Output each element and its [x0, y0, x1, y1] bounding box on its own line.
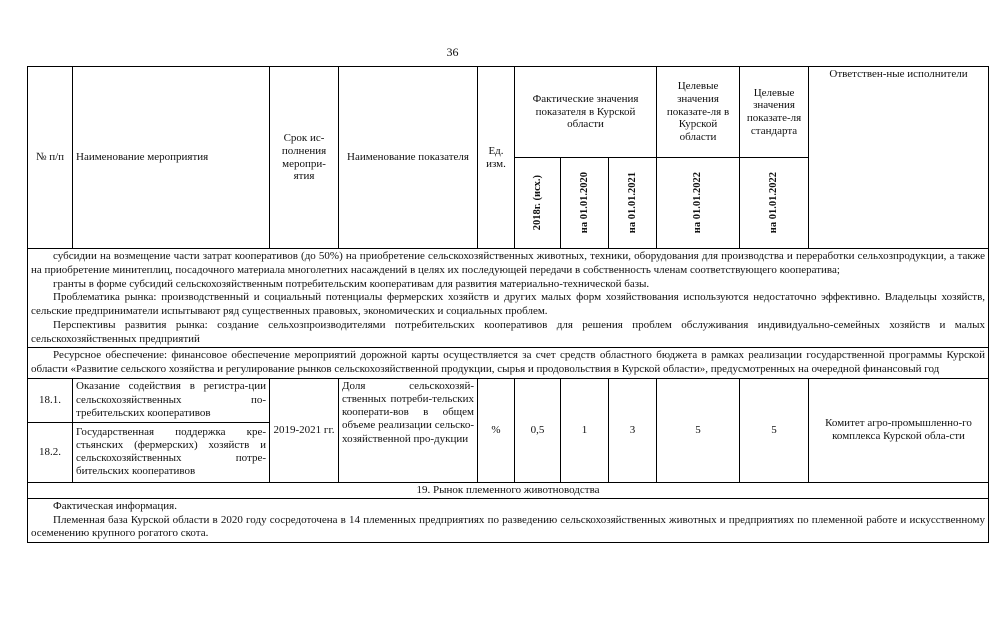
paragraph: гранты в форме субсидий сельскохозяйственным потребительским кооперативам для развития материально-технической базы.: [53, 277, 650, 290]
header-col-2020: на 01.01.2020: [561, 158, 609, 249]
text-block-2: [28, 348, 989, 379]
header-responsible: Ответствен-ные исполнители: [809, 67, 989, 249]
text-row-1: [28, 249, 989, 348]
table-row: [28, 378, 989, 422]
row-measure: Оказание содействия в регистра-ции сельскохозяйственных по-требительских кооперативов: [73, 378, 270, 422]
section-19-title: 19. Рынок племенного животноводства: [28, 482, 989, 498]
row-value-2020: 1: [561, 378, 609, 482]
header-indicator: Наименование показателя: [339, 67, 478, 249]
row-value-2022: 5: [657, 378, 740, 482]
row-value-2018: 0,5: [515, 378, 561, 482]
row-measure: Государственная поддержка кре-стьянских (фермерских) хозяйств и сельскохозяйственных потре-бительских кооперативов: [73, 422, 270, 482]
header-col-2021: на 01.01.2021: [609, 158, 657, 249]
paragraph: Племенная база Курской области в 2020 году сосредоточена в 14 племенных предприятиях по разведению сельскохозяйственных животных и предприятиях по племенной работе и искусственному осеменению крупного рогатого скота.: [31, 513, 986, 540]
header-deadline: Срок ис-полнения меропри-ятия: [270, 67, 339, 249]
row-num: 18.2.: [28, 422, 73, 482]
text-row-3: [28, 498, 989, 542]
section-row: [28, 482, 989, 498]
header-target-standard: Целевые значения показате-ля стандарта: [740, 67, 809, 158]
header-target-region: Целевые значения показате-ля в Курской области: [657, 67, 740, 158]
header-col-2022-standard: на 01.01.2022: [740, 158, 809, 249]
header-num: № п/п: [28, 67, 73, 249]
paragraph: Перспективы развития рынка: создание сельхозпроизводителями потребительских кооперативов для решения проблем обслуживания индивидуально-семейных хозяйств и малых сельскохозяйственных предприятий: [31, 318, 986, 345]
text-block-3: [28, 498, 989, 542]
paragraph: Фактическая информация.: [53, 499, 177, 512]
row-responsible: Комитет агро-промышленно-го комплекса Курской обла-сти: [809, 378, 989, 482]
row-unit: %: [478, 378, 515, 482]
text-row-2: [28, 348, 989, 379]
paragraph: Проблематика рынка: производственный и социальный потенциалы фермерских хозяйств и других малых форм хозяйствования используются недостаточно эффективно. Владельцы хозяйств, сельские предприниматели испытывают ряд существенных правовых, экономических и социальных проблем.: [31, 291, 986, 317]
row-value-2021: 3: [609, 378, 657, 482]
header-row-1: [28, 67, 989, 158]
row-value-standard: 5: [740, 378, 809, 482]
header-measure: Наименование мероприятия: [73, 67, 270, 249]
paragraph: Ресурсное обеспечение: финансовое обеспечение мероприятий дорожной карты осуществляется за счет средств областного бюджета в рамках реализации государственной программы Курской области «Развитие сельского хозяйства и регулирование рынков сельскохозяйственной продукции, сырья и продовольствия в Курской области», предусмотренных на очередной финансовый год: [31, 349, 986, 375]
roadmap-table: [27, 66, 989, 543]
row-indicator: Доля сельскохозяй-ственных потреби-тельских кооперати-вов в общем объеме реализации сельско-хозяйственной про-дукции: [339, 378, 478, 482]
header-col-2018: 2018г. (исх.): [515, 158, 561, 249]
header-actual: Фактические значения показателя в Курской области: [515, 67, 657, 158]
page-number: 36: [446, 45, 459, 59]
paragraph: субсидии на возмещение части затрат кооперативов (до 50%) на приобретение сельскохозяйственных животных, техники, оборудования для производства и переработки сельхозпродукции, а также на приобретение минитеплиц, посадочного материала многолетних насаждений в целях их последующей передачи в собственность членам соответствующего кооператива;: [31, 250, 986, 276]
row-deadline: 2019-2021 гг.: [270, 378, 339, 482]
text-block-1: [28, 249, 989, 348]
header-col-2022-region: на 01.01.2022: [657, 158, 740, 249]
row-num: 18.1.: [28, 378, 73, 422]
header-unit: Ед. изм.: [478, 67, 515, 249]
